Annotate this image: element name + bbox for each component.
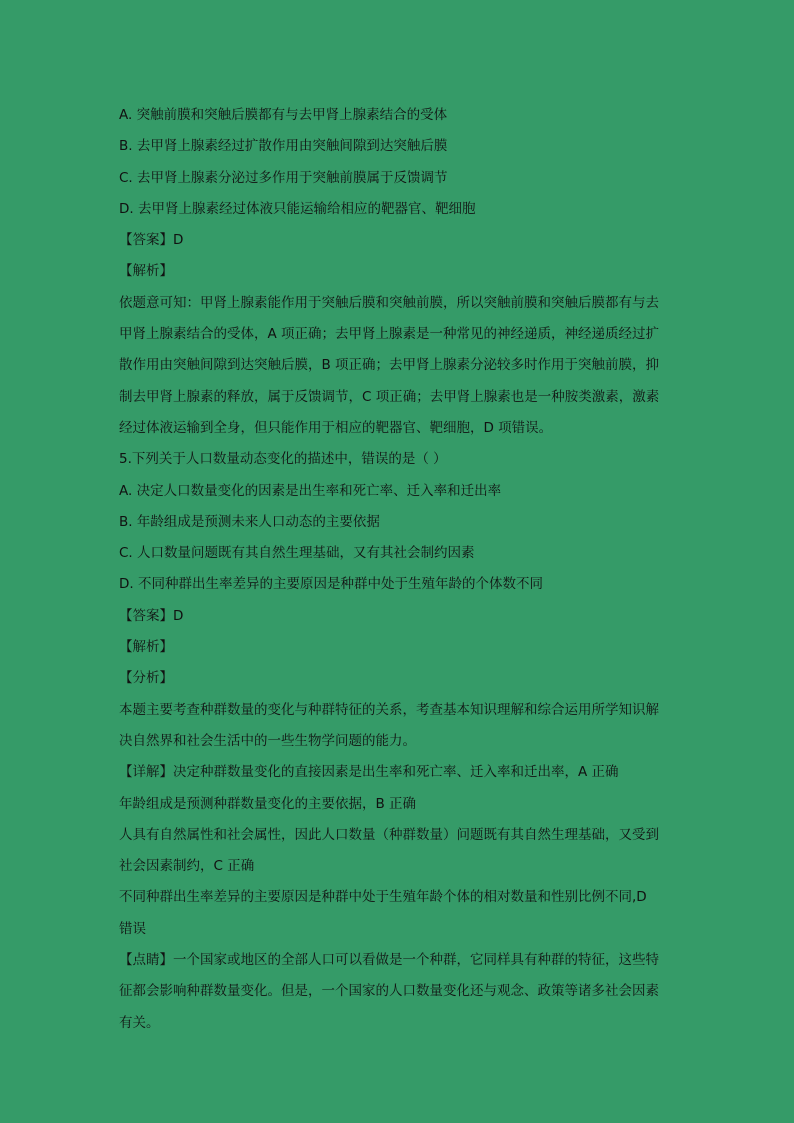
q5-analysis-label: 【解析】 [119, 639, 173, 656]
q4-analysis-line: 依题意可知：甲肾上腺素能作用于突触后膜和突触前膜，所以突触前膜和突触后膜都有与去 [119, 294, 659, 311]
q5-fenxi-line: 本题主要考查种群数量的变化与种群特征的关系，考查基本知识理解和综合运用所学知识解 [119, 701, 659, 718]
q5-dianjing-line: 有关。 [119, 1014, 160, 1031]
q4-analysis-line: 制去甲肾上腺素的释放，属于反馈调节，C 项正确；去甲肾上腺素也是一种胺类激素，激素 [119, 388, 660, 405]
q5-detail-line: 错误 [119, 920, 146, 937]
q5-detail-line: 人具有自然属性和社会属性，因此人口数量（种群数量）问题既有其自然生理基础，又受到 [119, 826, 659, 843]
q5-stem: 5.下列关于人口数量动态变化的描述中，错误的是（ ） [119, 451, 447, 468]
q4-analysis-line: 经过体液运输到全身，但只能作用于相应的靶器官、靶细胞，D 项错误。 [119, 419, 553, 436]
q5-answer: 【答案】D [119, 607, 184, 624]
q5-option-b: B. 年龄组成是预测未来人口动态的主要依据 [119, 513, 380, 530]
q5-fenxi-line: 决自然界和社会生活中的一些生物学问题的能力。 [119, 732, 416, 749]
q5-option-d: D. 不同种群出生率差异的主要原因是种群中处于生殖年龄的个体数不同 [119, 576, 543, 593]
document-page [119, 100, 679, 1039]
q5-dianjing-line: 【点睛】一个国家或地区的全部人口可以看做是一个种群，它同样具有种群的特征，这些特 [119, 952, 659, 969]
q4-analysis-label: 【解析】 [119, 263, 173, 280]
q4-option-d: D. 去甲肾上腺素经过体液只能运输给相应的靶器官、靶细胞 [119, 200, 476, 217]
q5-detail-line: 【详解】决定种群数量变化的直接因素是出生率和死亡率、迁入率和迁出率，A 正确 [119, 764, 619, 781]
q4-analysis-line: 散作用由突触间隙到达突触后膜，B 项正确；去甲肾上腺素分泌较多时作用于突触前膜，抑 [119, 357, 660, 374]
q5-option-a: A. 决定人口数量变化的因素是出生率和死亡率、迁入率和迁出率 [119, 482, 502, 499]
q4-option-c: C. 去甲肾上腺素分泌过多作用于突触前膜属于反馈调节 [119, 169, 448, 186]
q4-option-a: A. 突触前膜和突触后膜都有与去甲肾上腺素结合的受体 [119, 107, 448, 123]
q4-option-b: B. 去甲肾上腺素经过扩散作用由突触间隙到达突触后膜 [119, 138, 448, 155]
q5-detail-line: 年龄组成是预测种群数量变化的主要依据，B 正确 [119, 795, 417, 812]
q5-fenxi-label: 【分析】 [119, 670, 173, 687]
q4-analysis-line: 甲肾上腺素结合的受体，A 项正确；去甲肾上腺素是一种常见的神经递质，神经递质经过扩 [119, 326, 660, 343]
q4-answer: 【答案】D [119, 232, 184, 249]
q5-detail-line: 不同种群出生率差异的主要原因是种群中处于生殖年龄个体的相对数量和性别比例不同,D [119, 889, 647, 906]
q5-option-c: C. 人口数量问题既有其自然生理基础，又有其社会制约因素 [119, 545, 475, 562]
q5-detail-line: 社会因素制约，C 正确 [119, 858, 255, 875]
q5-dianjing-line: 征都会影响种群数量变化。但是，一个国家的人口数量变化还与观念、政策等诸多社会因素 [119, 983, 659, 1000]
